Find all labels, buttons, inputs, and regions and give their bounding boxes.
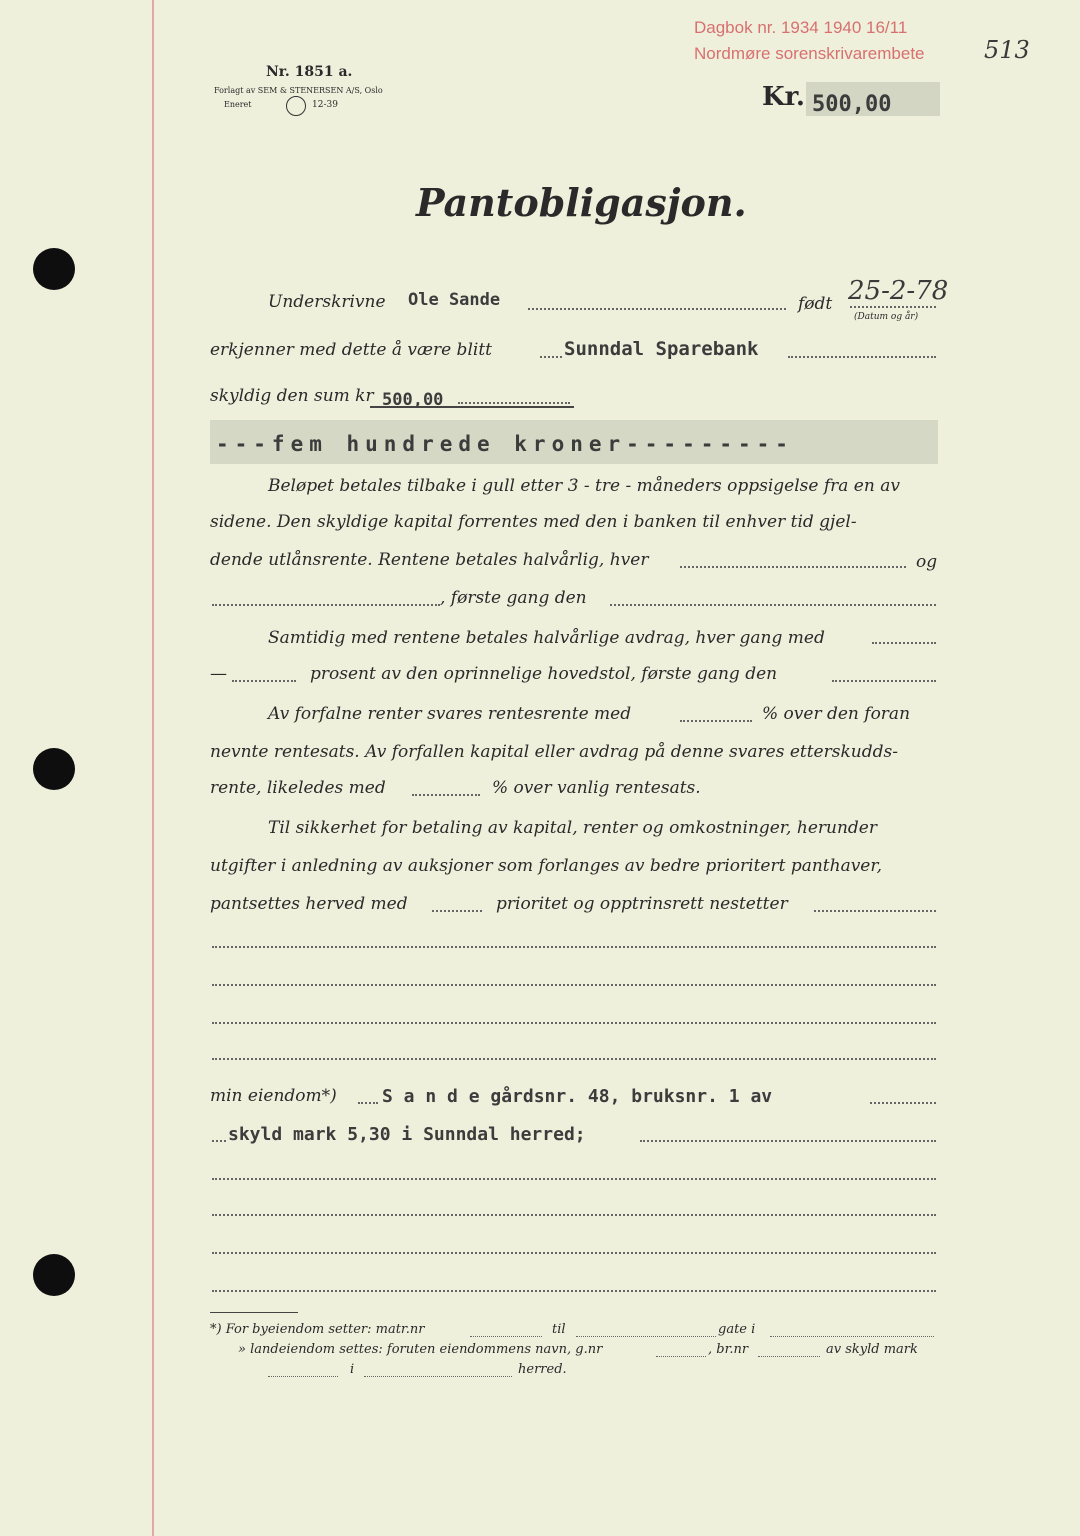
footnote-l2c: av skyld mark: [826, 1342, 918, 1357]
paragraph-text: prosent av den oprinnelige hovedstol, første gang den: [310, 664, 778, 684]
born-hint: (Datum og år): [854, 312, 919, 322]
paragraph-text: Til sikkerhet for betaling av kapital, renter og omkostninger, herunder: [268, 818, 877, 838]
blank-line: [212, 984, 936, 986]
footnote-l1c: gate i: [718, 1322, 756, 1337]
footnote-l3a: i: [350, 1362, 355, 1377]
punch-hole: [33, 248, 75, 290]
footnote-l1b: til: [552, 1322, 566, 1337]
publisher-code: 12-39: [312, 100, 338, 110]
paragraph-text: sidene. Den skyldige kapital forrentes med den i banken til enhver tid gjel-: [210, 512, 857, 532]
paragraph-text: og: [916, 552, 938, 572]
property-label: min eiendom*): [210, 1086, 337, 1106]
sum-words: ---fem hundrede kroner---------: [216, 432, 794, 456]
paragraph-text: dende utlånsrente. Rentene betales halvårlig, hver: [210, 550, 649, 570]
paragraph-text: Av forfalne renter svares rentesrente med: [268, 704, 632, 724]
paragraph-text: , første gang den: [440, 588, 587, 608]
sum-value: 500,00: [382, 390, 444, 410]
footnote-l2b: , br.nr: [708, 1342, 749, 1357]
blank-line: [212, 1058, 936, 1060]
paragraph-text: —: [210, 664, 227, 684]
margin-rule: [152, 0, 154, 1536]
blank-line: [212, 1252, 936, 1254]
paragraph-text: nevnte rentesats. Av forfallen kapital eller avdrag på denne svares etterskudds-: [210, 742, 898, 762]
publisher-line1: Forlagt av SEM & STENERSEN A/S, Oslo: [214, 86, 383, 95]
registry-stamp-line1: Dagbok nr. 1934 1940 16/11: [694, 18, 908, 37]
born-value: 25-2-78: [848, 276, 949, 306]
footnote-rule: [210, 1312, 298, 1313]
property-line2: skyld mark 5,30 i Sunndal herred;: [228, 1124, 586, 1145]
acknowledge-label: erkjenner med dette å være blitt: [210, 340, 492, 360]
punch-hole: [33, 1254, 75, 1296]
paragraph-text: Beløpet betales tilbake i gull etter 3 - tre - måneders oppsigelse fra en av: [268, 476, 900, 496]
blank-line: [212, 1178, 936, 1180]
born-label: født: [798, 294, 833, 314]
blank-line: [212, 1022, 936, 1024]
blank-line: [212, 946, 936, 948]
publisher-line2: Eneret: [224, 100, 252, 109]
punch-hole: [33, 748, 75, 790]
page-number: 513: [984, 36, 1030, 64]
sum-label: skyldig den sum kr: [210, 386, 374, 406]
form-number: Nr. 1851 a.: [266, 64, 353, 80]
blank-line: [212, 1214, 936, 1216]
document-title: Pantobligasjon.: [416, 180, 747, 225]
blank-line: [212, 1290, 936, 1292]
amount-value: 500,00: [812, 92, 892, 117]
property-line1: S a n d e gårdsnr. 48, bruksnr. 1 av: [382, 1086, 773, 1107]
paragraph-text: utgifter i anledning av auksjoner som forlanges av bedre prioritert panthaver,: [210, 856, 883, 876]
footnote-l3b: herred.: [518, 1362, 567, 1377]
paragraph-text: % over den foran: [762, 704, 911, 724]
undersigned-label: Underskrivne: [268, 292, 386, 312]
footnote-l2a: » landeiendom settes: foruten eiendommens navn, g.nr: [238, 1342, 603, 1357]
paragraph-text: pantsettes herved med: [210, 894, 408, 914]
undersigned-value: Ole Sande: [408, 290, 501, 310]
amount-label: Kr.: [762, 82, 805, 112]
registry-stamp-line2: Nordmøre sorenskrivarembete: [694, 44, 925, 63]
paragraph-text: rente, likeledes med: [210, 778, 386, 798]
paragraph-text: % over vanlig rentesats.: [492, 778, 701, 798]
paragraph-text: prioritet og opptrinsrett nestetter: [496, 894, 788, 914]
paragraph-text: Samtidig med rentene betales halvårlige avdrag, hver gang med: [268, 628, 825, 648]
footnote-l1a: *) For byeiendom setter: matr.nr: [210, 1322, 425, 1337]
publisher-logo-icon: [286, 96, 306, 116]
creditor-value: Sunndal Sparebank: [564, 338, 759, 360]
